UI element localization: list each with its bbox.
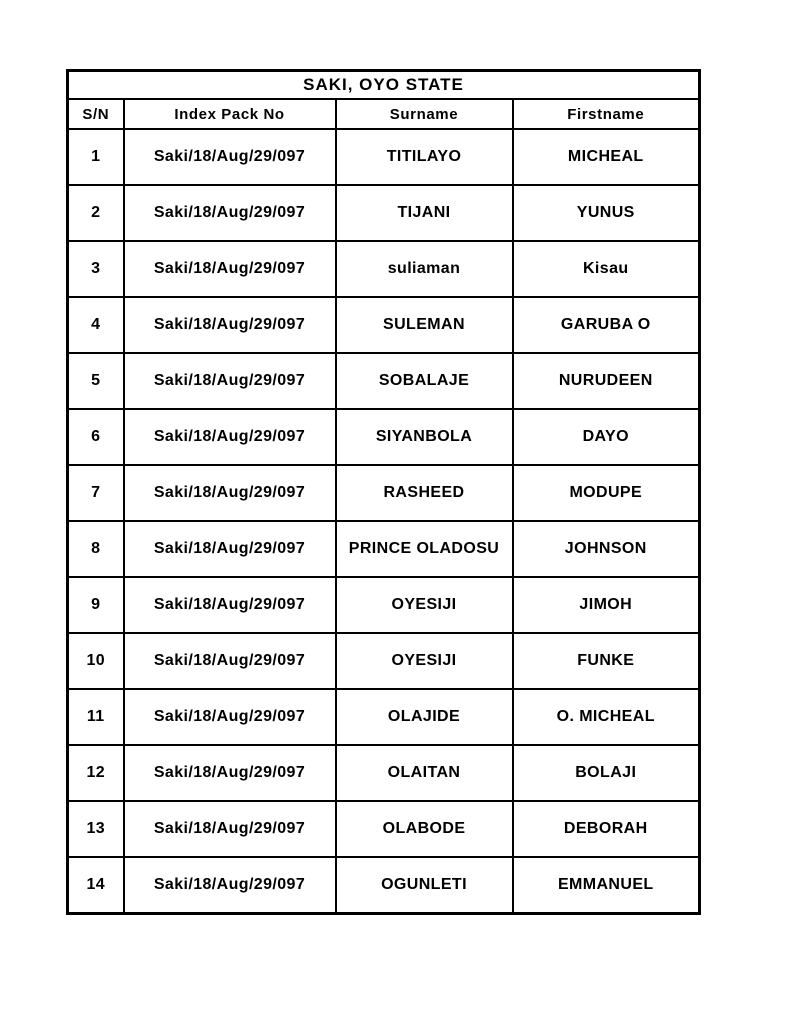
cell-index-pack-no: Saki/18/Aug/29/097: [124, 801, 336, 857]
cell-sn: 2: [68, 185, 124, 241]
cell-surname: TIJANI: [336, 185, 513, 241]
cell-firstname: MODUPE: [513, 465, 700, 521]
table-row: [68, 633, 700, 689]
column-header-sn: S/N: [68, 99, 124, 129]
table-row: [68, 521, 700, 577]
cell-index-pack-no: Saki/18/Aug/29/097: [124, 241, 336, 297]
cell-firstname: DAYO: [513, 409, 700, 465]
cell-index-pack-no: Saki/18/Aug/29/097: [124, 857, 336, 914]
table-header-row: [68, 99, 700, 129]
cell-firstname: MICHEAL: [513, 129, 700, 185]
table-row: [68, 129, 700, 185]
cell-surname: RASHEED: [336, 465, 513, 521]
cell-surname: TITILAYO: [336, 129, 513, 185]
cell-sn: 5: [68, 353, 124, 409]
cell-firstname: JIMOH: [513, 577, 700, 633]
table-row: [68, 297, 700, 353]
cell-sn: 3: [68, 241, 124, 297]
cell-sn: 12: [68, 745, 124, 801]
cell-index-pack-no: Saki/18/Aug/29/097: [124, 297, 336, 353]
cell-sn: 13: [68, 801, 124, 857]
cell-surname: OGUNLETI: [336, 857, 513, 914]
table-row: [68, 353, 700, 409]
column-header-index-pack-no: Index Pack No: [124, 99, 336, 129]
cell-sn: 9: [68, 577, 124, 633]
cell-firstname: GARUBA O: [513, 297, 700, 353]
table-row: [68, 857, 700, 914]
table-row: [68, 409, 700, 465]
cell-surname: OYESIJI: [336, 577, 513, 633]
table-row: [68, 185, 700, 241]
cell-surname: PRINCE OLADOSU: [336, 521, 513, 577]
cell-firstname: EMMANUEL: [513, 857, 700, 914]
cell-sn: 11: [68, 689, 124, 745]
cell-index-pack-no: Saki/18/Aug/29/097: [124, 129, 336, 185]
cell-surname: SIYANBOLA: [336, 409, 513, 465]
cell-firstname: YUNUS: [513, 185, 700, 241]
table-title: SAKI, OYO STATE: [68, 71, 700, 100]
cell-surname: SOBALAJE: [336, 353, 513, 409]
cell-surname: OLAJIDE: [336, 689, 513, 745]
cell-firstname: BOLAJI: [513, 745, 700, 801]
cell-index-pack-no: Saki/18/Aug/29/097: [124, 633, 336, 689]
cell-surname: SULEMAN: [336, 297, 513, 353]
table-row: [68, 689, 700, 745]
cell-index-pack-no: Saki/18/Aug/29/097: [124, 521, 336, 577]
table-row: [68, 465, 700, 521]
cell-sn: 4: [68, 297, 124, 353]
table-row: [68, 577, 700, 633]
cell-index-pack-no: Saki/18/Aug/29/097: [124, 353, 336, 409]
column-header-surname: Surname: [336, 99, 513, 129]
cell-firstname: Kisau: [513, 241, 700, 297]
cell-sn: 1: [68, 129, 124, 185]
column-header-firstname: Firstname: [513, 99, 700, 129]
table-title-row: [68, 71, 700, 100]
cell-firstname: NURUDEEN: [513, 353, 700, 409]
cell-sn: 14: [68, 857, 124, 914]
cell-firstname: JOHNSON: [513, 521, 700, 577]
table-row: [68, 745, 700, 801]
cell-index-pack-no: Saki/18/Aug/29/097: [124, 465, 336, 521]
cell-index-pack-no: Saki/18/Aug/29/097: [124, 745, 336, 801]
cell-surname: OLABODE: [336, 801, 513, 857]
cell-surname: OYESIJI: [336, 633, 513, 689]
table-row: [68, 241, 700, 297]
cell-sn: 7: [68, 465, 124, 521]
table-body: [68, 129, 700, 914]
roster-table-container: [66, 69, 698, 915]
cell-index-pack-no: Saki/18/Aug/29/097: [124, 689, 336, 745]
cell-index-pack-no: Saki/18/Aug/29/097: [124, 409, 336, 465]
table-row: [68, 801, 700, 857]
cell-surname: suliaman: [336, 241, 513, 297]
cell-sn: 8: [68, 521, 124, 577]
roster-table: [66, 69, 701, 915]
cell-sn: 10: [68, 633, 124, 689]
cell-firstname: DEBORAH: [513, 801, 700, 857]
cell-surname: OLAITAN: [336, 745, 513, 801]
cell-firstname: O. MICHEAL: [513, 689, 700, 745]
cell-firstname: FUNKE: [513, 633, 700, 689]
cell-index-pack-no: Saki/18/Aug/29/097: [124, 577, 336, 633]
cell-sn: 6: [68, 409, 124, 465]
cell-index-pack-no: Saki/18/Aug/29/097: [124, 185, 336, 241]
